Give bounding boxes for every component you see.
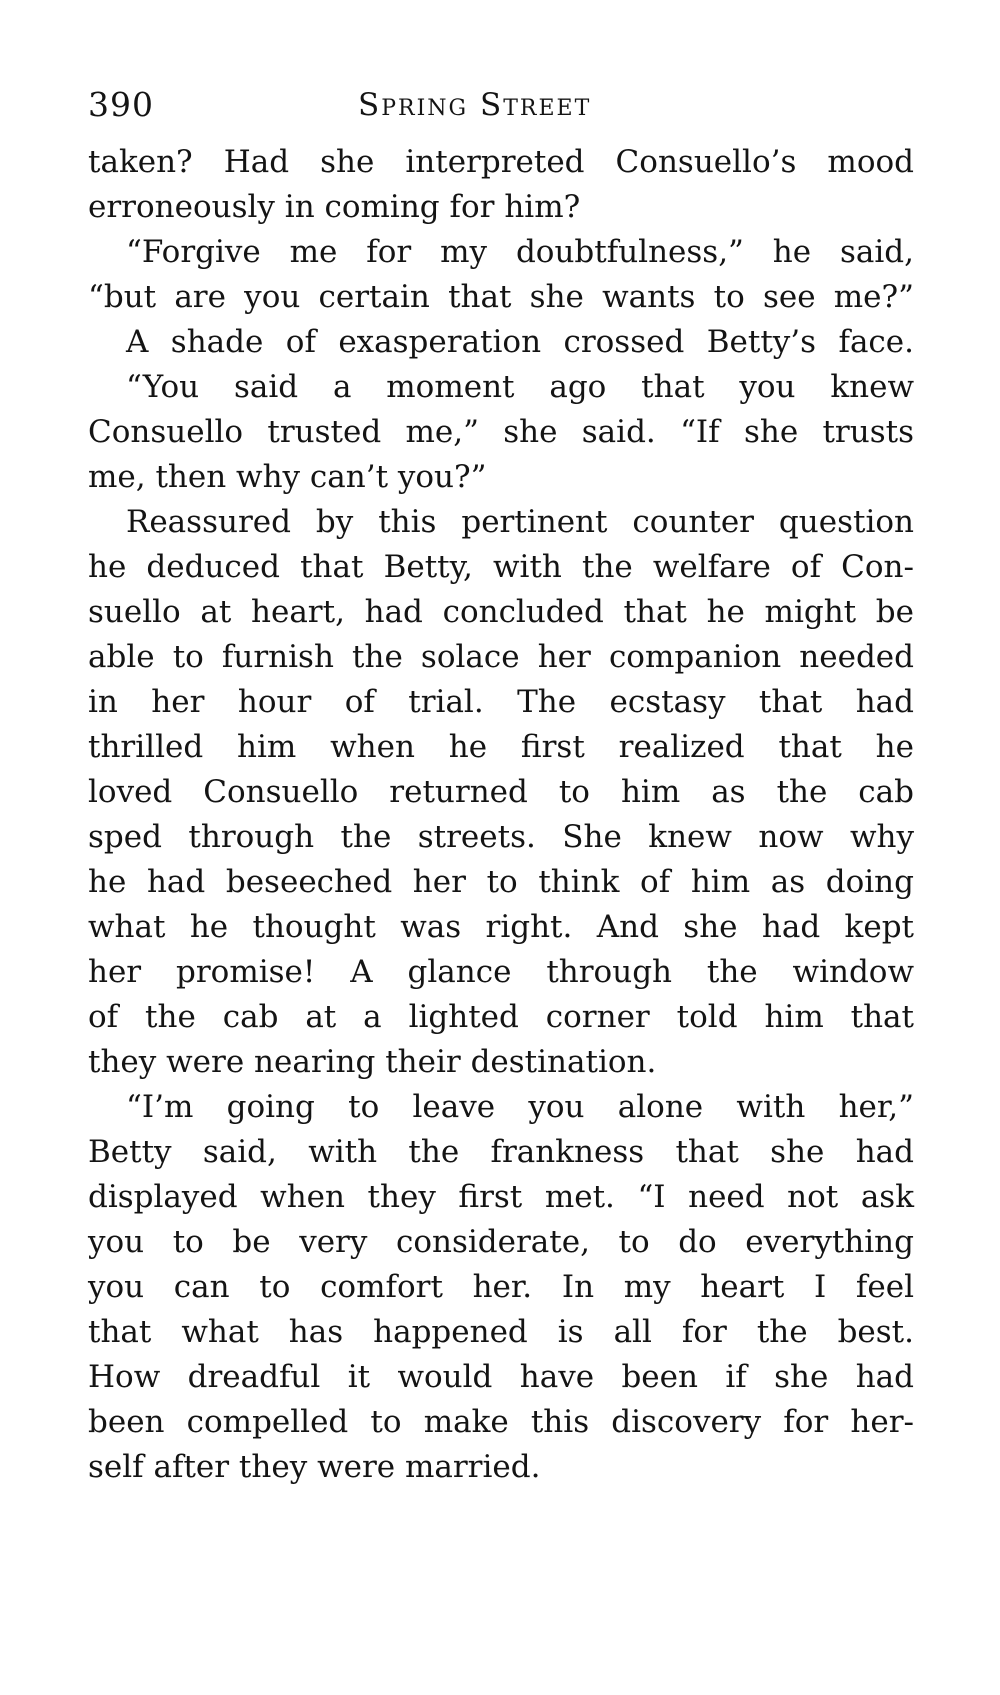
text-line: he deduced that Betty, with the welfare of Con- — [88, 549, 914, 585]
text-line: me, then why can’t you?” — [88, 459, 487, 495]
running-head: Spring Street — [358, 87, 592, 123]
text-line: in her hour of trial. The ecstasy that had — [88, 684, 914, 720]
text-line: “You said a moment ago that you knew — [126, 369, 914, 405]
text-line: of the cab at a lighted corner told him that — [88, 999, 914, 1035]
text-line: loved Consuello returned to him as the cab — [88, 774, 914, 810]
text-line: Consuello trusted me,” she said. “If she trusts — [88, 414, 914, 450]
text-line: taken? Had she interpreted Consuello’s mood — [88, 144, 914, 180]
book-page — [88, 0, 914, 1695]
text-line: Betty said, with the frankness that she had — [88, 1134, 914, 1170]
text-line: How dreadful it would have been if she had — [88, 1359, 914, 1395]
body-text — [88, 140, 914, 1490]
text-line: A shade of exasperation crossed Betty’s face. — [126, 324, 914, 360]
text-line: her promise! A glance through the window — [88, 954, 914, 990]
text-line: you to be very considerate, to do everything — [88, 1224, 914, 1260]
text-line: displayed when they first met. “I need not ask — [88, 1179, 914, 1215]
page-number: 390 — [88, 85, 154, 124]
text-line: “Forgive me for my doubtfulness,” he said, — [126, 234, 914, 270]
text-line: they were nearing their destination. — [88, 1044, 657, 1080]
text-line: self after they were married. — [88, 1449, 541, 1485]
text-line: able to furnish the solace her companion needed — [88, 639, 914, 675]
page-header — [88, 80, 914, 130]
text-line: sped through the streets. She knew now why — [88, 819, 914, 855]
text-line: thrilled him when he first realized that he — [88, 729, 914, 765]
text-line: Reassured by this pertinent counter question — [126, 504, 914, 540]
text-line: erroneously in coming for him? — [88, 189, 581, 225]
text-line: what he thought was right. And she had kept — [88, 909, 914, 945]
text-line: “but are you certain that she wants to see me?” — [88, 279, 914, 315]
text-line: you can to comfort her. In my heart I feel — [88, 1269, 914, 1305]
text-line: he had beseeched her to think of him as doing — [88, 864, 914, 900]
text-line: been compelled to make this discovery for her- — [88, 1404, 914, 1440]
text-line: suello at heart, had concluded that he might be — [88, 594, 914, 630]
text-line: that what has happened is all for the best. — [88, 1314, 914, 1350]
text-line: “I’m going to leave you alone with her,” — [126, 1089, 914, 1125]
